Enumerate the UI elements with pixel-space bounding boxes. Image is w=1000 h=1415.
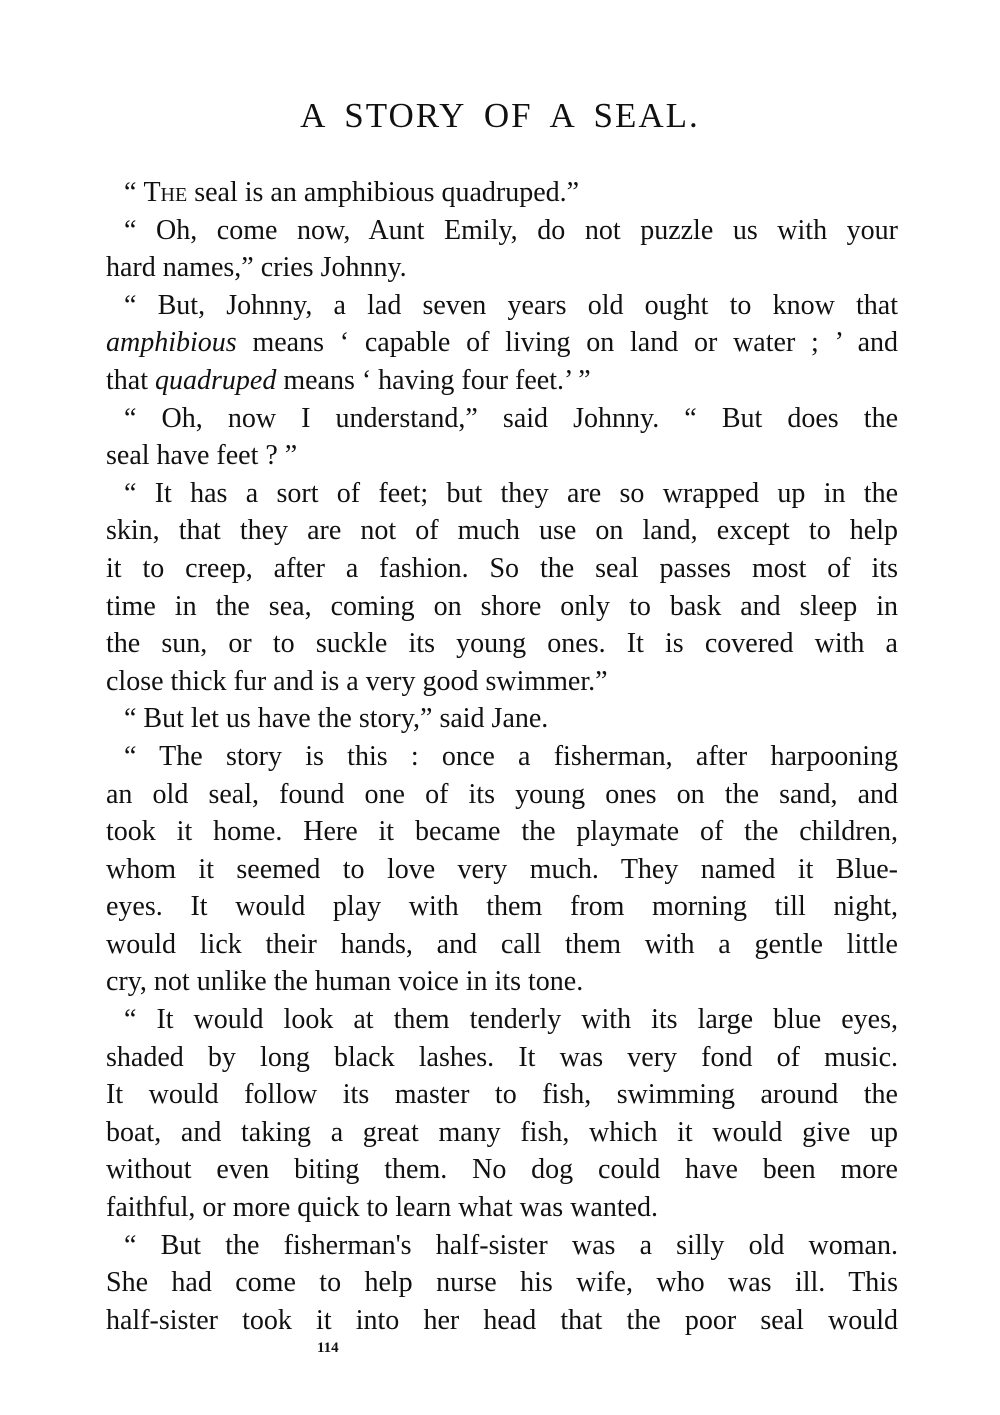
text-segment: time in the sea, coming on shore only to bask and sleep in xyxy=(106,590,898,622)
text-segment: without even biting them. No dog could have been more xyxy=(106,1154,898,1186)
text-segment: “ The story is this : once a fisherman, after harpooning xyxy=(124,740,898,772)
text-segment: faithful, or more quick to learn what was wanted. xyxy=(106,1192,659,1224)
text-segment: that xyxy=(106,364,155,396)
text-line xyxy=(106,249,898,287)
page-number: 114 xyxy=(317,1340,339,1356)
text-segment: seal is an amphibious quadruped.” xyxy=(187,177,580,208)
text-line xyxy=(106,174,898,212)
text-line xyxy=(106,588,898,626)
text-segment: seal have feet ? ” xyxy=(106,440,298,472)
text-segment: means ‘ capable of living on land or water ; ’ and xyxy=(236,327,898,359)
text-segment: whom it seemed to love very much. They named it Blue- xyxy=(106,853,898,885)
text-line xyxy=(106,1076,898,1114)
text-segment: “ But, Johnny, a lad seven years old ought to know that xyxy=(124,289,898,321)
italic-text: quadruped xyxy=(155,364,277,396)
text-segment: She had come to help nurse his wife, who was ill. This xyxy=(106,1267,898,1299)
text-line xyxy=(106,437,898,475)
text-segment: “ But let us have the story,” said Jane. xyxy=(124,703,549,735)
text-line xyxy=(106,362,898,400)
text-line xyxy=(106,926,898,964)
text-segment: “ xyxy=(124,177,144,208)
text-segment: “ It would look at them tenderly with its large blue eyes, xyxy=(124,1004,898,1036)
text-line xyxy=(106,324,898,362)
text-segment: took it home. Here it became the playmate of the children, xyxy=(106,816,898,848)
text-segment: close thick fur and is a very good swimmer.” xyxy=(106,665,608,697)
text-line xyxy=(106,400,898,438)
small-caps-text: The xyxy=(143,177,188,208)
text-segment: hard names,” cries Johnny. xyxy=(106,252,407,284)
text-segment: “ Oh, come now, Aunt Emily, do not puzzle us with your xyxy=(124,214,898,246)
text-line xyxy=(106,1001,898,1039)
text-line xyxy=(106,1189,898,1227)
text-line xyxy=(106,1227,898,1265)
text-line xyxy=(106,888,898,926)
text-line xyxy=(106,1264,898,1302)
text-segment: means ‘ having four feet.’ ” xyxy=(276,364,591,396)
text-segment: half-sister took it into her head that the poor seal would xyxy=(106,1304,898,1336)
text-line xyxy=(106,625,898,663)
text-line xyxy=(106,512,898,550)
text-line xyxy=(106,1039,898,1077)
text-line xyxy=(106,212,898,250)
text-line xyxy=(106,1151,898,1189)
text-segment: boat, and taking a great many fish, which it would give up xyxy=(106,1116,898,1148)
text-segment: eyes. It would play with them from morning till night, xyxy=(106,891,898,923)
text-line xyxy=(106,1114,898,1152)
text-line xyxy=(106,738,898,776)
italic-text: amphibious xyxy=(106,327,237,359)
text-line xyxy=(106,851,898,889)
text-line xyxy=(106,963,898,1001)
text-segment: the sun, or to suckle its young ones. It is covered with a xyxy=(106,628,898,660)
page-title: A STORY OF A SEAL. xyxy=(300,96,700,135)
text-line xyxy=(106,475,898,513)
text-segment: “ But the fisherman's half-sister was a silly old woman. xyxy=(124,1229,898,1261)
text-segment: would lick their hands, and call them with a gentle little xyxy=(106,928,898,960)
text-segment: it to creep, after a fashion. So the seal passes most of its xyxy=(106,552,898,584)
text-segment: It would follow its master to fish, swimming around the xyxy=(106,1079,898,1111)
text-segment: an old seal, found one of its young ones on the sand, and xyxy=(106,778,898,810)
text-segment: skin, that they are not of much use on land, except to help xyxy=(106,515,898,547)
text-line xyxy=(106,550,898,588)
text-segment: “ It has a sort of feet; but they are so wrapped up in the xyxy=(124,477,898,509)
body-text xyxy=(106,174,898,1339)
text-segment: cry, not unlike the human voice in its tone. xyxy=(106,966,584,998)
text-segment: shaded by long black lashes. It was very fond of music. xyxy=(106,1041,898,1073)
text-segment: “ Oh, now I understand,” said Johnny. “ But does the xyxy=(124,402,898,434)
text-line xyxy=(106,776,898,814)
text-line xyxy=(106,287,898,325)
text-line xyxy=(106,700,898,738)
text-line xyxy=(106,813,898,851)
text-line xyxy=(106,663,898,701)
text-line xyxy=(106,1302,898,1340)
